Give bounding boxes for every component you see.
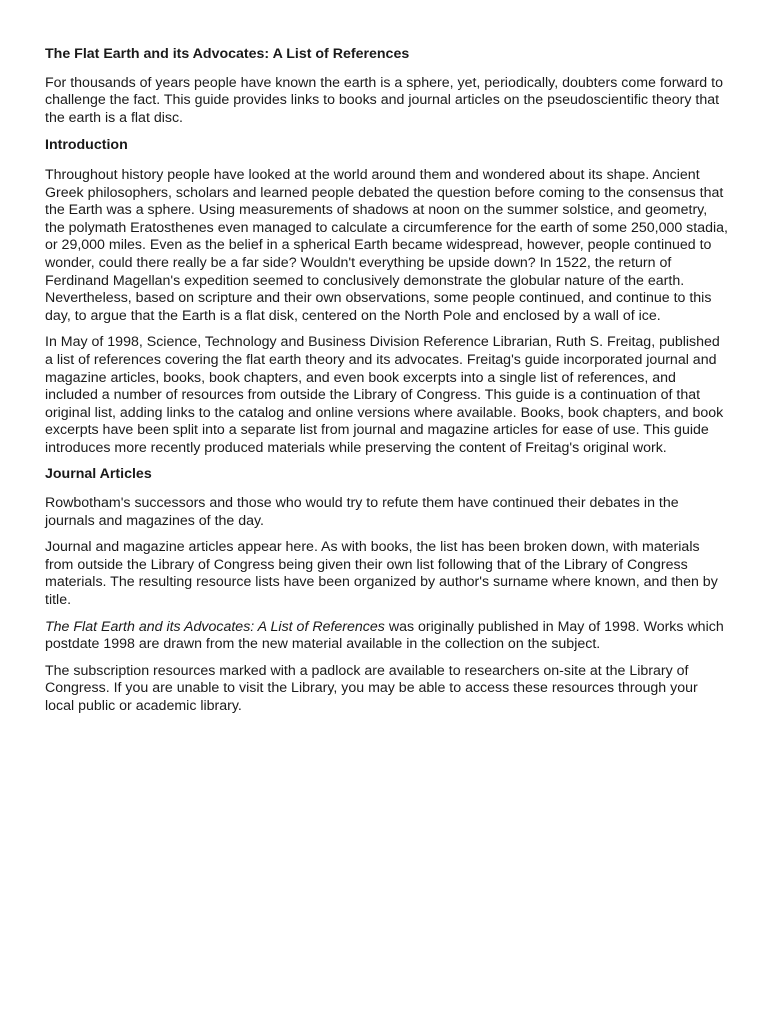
introduction-paragraph-2: In May of 1998, Science, Technology and Business Division Reference Librarian, Ruth S. Freitag, published a list of references covering the flat earth theory and its advocates. Freitag's guide incorporated journal and magazine articles, books, book chapters, and even book excerpts into a single list of references, and included a number of resources from outside the Library of Congress. This guide is a continuation of that original list, adding links to the catalog and online versions where available. Books, book chapters, and book excerpts have been split into a separate list from journal and magazine articles for ease of use. This guide introduces more recently produced materials while preserving the content of Freitag's original work. [45,334,724,456]
journal-articles-paragraph-1: Rowbotham's successors and those who would try to refute them have continued their debates in the journals and magazines of the day. [45,495,679,529]
reference-list-title: The Flat Earth and its Advocates: A List of References [45,618,385,635]
journal-articles-paragraph-4: The subscription resources marked with a padlock are available to researchers on-site at the Library of Congress. If you are unable to visit the Library, you may be able to access these resources through your local public or academic library. [45,662,698,714]
journal-articles-paragraph-3-text: was originally published in May of 1998. Works which postdate 1998 are drawn from the new material available in the collection on the subject. [45,618,724,653]
page-title: The Flat Earth and its Advocates: A List of References [45,46,410,62]
journal-articles-paragraph-2: Journal and magazine articles appear here. As with books, the list has been broken down, with materials from outside the Library of Congress being given their own list following that of the Library of Congress materials. The resulting resource lists have been organized by author's surname where known, and then by title. [45,539,718,609]
introduction-paragraph-1: Throughout history people have looked at the world around them and wondered about its shape. Ancient Greek philosophers, scholars and learned people debated the question before coming to the consensus that the Earth was a sphere. Using measurements of shadows at noon on the summer solstice, and geometry, the polymath Eratosthenes even managed to calculate a circumference for the earth of some 250,000 stadia, or 29,000 miles. Even as the belief in a spherical Earth became widespread, however, people continued to wonder, could there really be a far side? Wouldn't everything be upside down? In 1522, the return of Ferdinand Magellan's expedition seemed to conclusively demonstrate the globular nature of the earth. Nevertheless, based on scripture and their own observations, some people continued, and continue to this day, to argue that the Earth is a flat disk, centered on the North Pole and enclosed by a wall of ice. [45,166,728,324]
introduction-heading: Introduction [45,137,128,154]
journal-articles-heading: Journal Articles [45,466,152,483]
lead-paragraph: For thousands of years people have known the earth is a sphere, yet, periodically, doubters come forward to challenge the fact. This guide provides links to books and journal articles on the pseudoscientific theory that the earth is a flat disc. [45,74,723,126]
journal-articles-paragraph-3 [45,619,728,654]
